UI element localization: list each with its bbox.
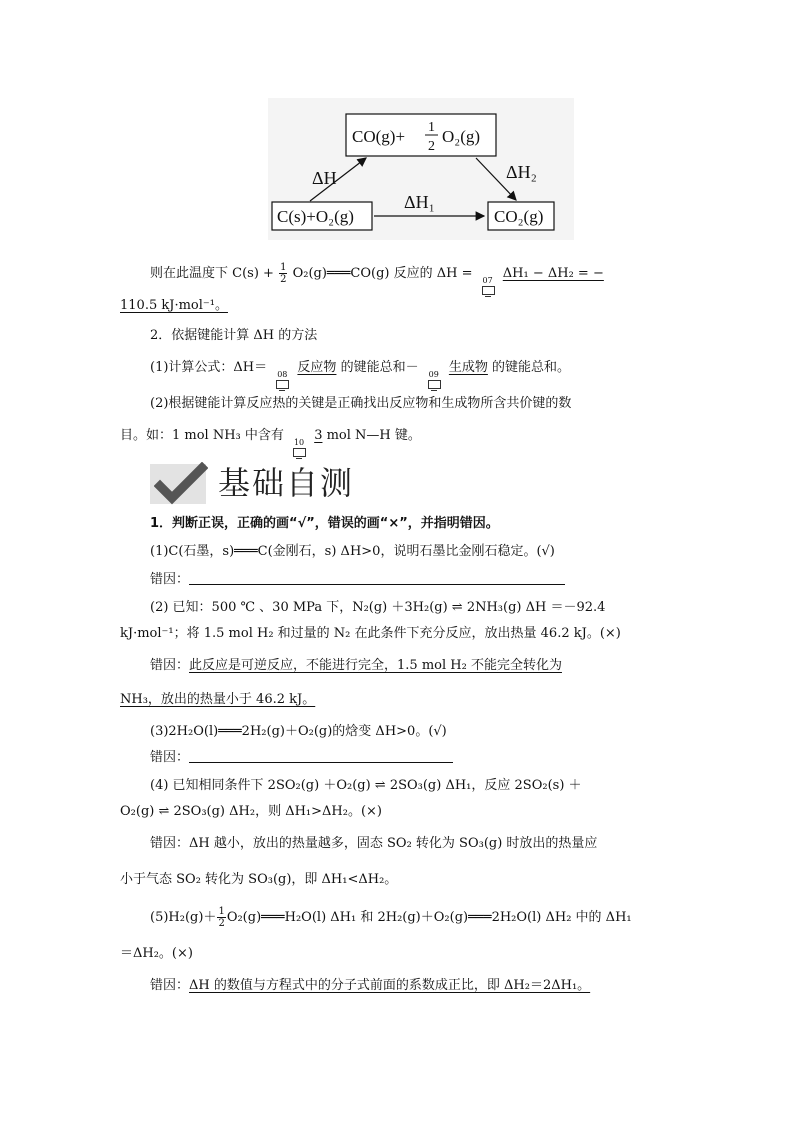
item-3: (3)2H₂O(l)═══2H₂(g)＋O₂(g)的焓变 ΔH>0。(√) xyxy=(150,724,447,739)
paragraph-hess-result xyxy=(150,262,604,298)
answer-products: 生成物 xyxy=(448,360,488,375)
top-state-frac-den: 2 xyxy=(428,139,435,154)
label-delta-h1: ΔH₁ xyxy=(404,192,435,212)
p1-fraction: $\frac{1}{2}$ xyxy=(280,262,287,285)
item-3-error: 错因： xyxy=(150,748,453,768)
answer-tag-10: 10 xyxy=(290,438,308,460)
p1-answer-cont: 110.5 kJ·mol⁻¹。 xyxy=(120,298,228,313)
p1-prefix: 则在此温度下 C(s) + xyxy=(150,266,274,281)
section-2-title: 2．依据键能计算 ΔH 的方法 xyxy=(150,328,318,343)
item-5-line1: (5)H₂(g)＋ $\frac{1}{2}$ O₂(g)═══H₂O(l) ΔH₁ 和 2H₂(g)＋O₂(g)═══2H₂O(l) ΔH₂ 中的 ΔH₁ xyxy=(150,906,632,929)
answer-bond-count: 3 xyxy=(314,428,323,443)
answer-tag-07: 07 xyxy=(479,276,497,298)
item-5-error: 错因：ΔH 的数值与方程式中的分子式前面的系数成正比，即 ΔH₂＝2ΔH₁。 xyxy=(150,978,591,993)
checkmark-icon xyxy=(154,462,208,506)
p1-line2 xyxy=(120,296,228,316)
item-2-error-line2: NH₃，放出的热量小于 46.2 kJ。 xyxy=(120,692,316,707)
item-2-line2: kJ·mol⁻¹；将 1.5 mol H₂ 和过量的 N₂ 在此条件下充分反应，放出热量 46.2 kJ。(×) xyxy=(120,626,621,641)
p1-answer: ΔH₁ − ΔH₂ = − xyxy=(502,266,604,281)
paragraph-key-point-line2: 目。如：1 mol NH₃ 中含有 10 3 mol N—H 键。 xyxy=(120,426,421,460)
answer-tag-08: 08 xyxy=(273,370,291,392)
item-2-line1: (2) 已知：500 ℃ 、30 MPa 下，N₂(g) ＋3H₂(g) ⇌ 2NH₃(g) ΔH ＝－92.4 xyxy=(150,600,606,615)
initial-state-label: C(s)+O₂(g) xyxy=(277,207,354,226)
p1-after-frac: O₂(g)═══CO(g) 反应的 ΔH = xyxy=(292,266,473,281)
top-state-suffix: O₂(g) xyxy=(442,127,481,146)
section-banner xyxy=(150,460,360,506)
paragraph-key-point: (2)根据键能计算反应热的关键是正确找出反应物和生成物所含共价键的数 xyxy=(150,396,572,411)
answer-tag-09: 09 xyxy=(425,370,443,392)
item-1-error: 错因： xyxy=(150,570,565,590)
item-4-error: 错因：ΔH 越小，放出的热量越多，固态 SO₂ 转化为 SO₃(g) 时放出的热量应 xyxy=(150,836,598,851)
label-delta-h: ΔH xyxy=(312,168,337,188)
banner-title: 基础自测 xyxy=(218,464,355,502)
item-4-error-line2: 小于气态 SO₂ 转化为 SO₃(g)，即 ΔH₁<ΔH₂。 xyxy=(120,872,398,887)
question-1-title: 1．判断正误，正确的画“√”，错误的画“×”，并指明错因。 xyxy=(150,516,499,531)
item-4-line2: O₂(g) ⇌ 2SO₃(g) ΔH₂，则 ΔH₁>ΔH₂。(×) xyxy=(120,804,383,819)
answer-reactants: 反应物 xyxy=(297,360,337,375)
top-state-prefix: CO(g)+ xyxy=(352,127,406,146)
thermochemistry-cycle-diagram xyxy=(268,98,574,240)
blank-line xyxy=(189,570,565,585)
item-1: (1)C(石墨，s)═══C(金刚石，s) ΔH>0，说明石墨比金刚石稳定。(√) xyxy=(150,544,555,559)
blank-line xyxy=(189,748,453,763)
label-delta-h2: ΔH₂ xyxy=(506,162,537,182)
item-2-error: 错因：此反应是可逆反应，不能进行完全，1.5 mol H₂ 不能完全转化为 xyxy=(150,658,562,673)
item-4-line1: (4) 已知相同条件下 2SO₂(g) ＋O₂(g) ⇌ 2SO₃(g) ΔH₁，反应 2SO₂(s) ＋ xyxy=(150,778,582,793)
final-state-label: CO₂(g) xyxy=(494,207,544,226)
item-5-fraction: $\frac{1}{2}$ xyxy=(218,906,225,929)
top-state-frac-num: 1 xyxy=(428,120,435,135)
paragraph-formula: (1)计算公式：ΔH＝ 08 反应物 的键能总和－ 09 生成物 的键能总和。 xyxy=(150,358,570,392)
item-5-line2: ＝ΔH₂。(×) xyxy=(120,946,193,961)
